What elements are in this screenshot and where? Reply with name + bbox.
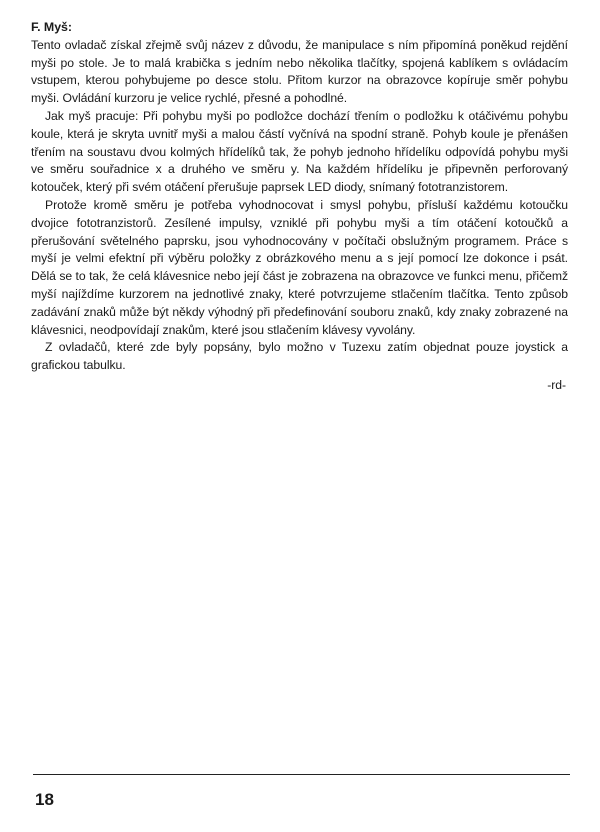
paragraph-tuzex: Z ovladačů, které zde byly popsány, bylo možno v Tuzexu zatím objednat pouze joystick a grafickou tabulku. [31,340,568,373]
article-body [31,19,568,395]
paragraph-intro: Tento ovladač získal zřejmě svůj název z důvodu, že manipulace s ním připomíná poněkud rejdění myši po stole. Je to malá krabička s jedním nebo několika tlačítky, spojená kablíkem s ovládacím vstupem, kterou pohybujeme po desce stolu. Přitom kurzor na obrazovce kopíruje směr pohybu myši. Ovládání kurzoru je velice rychlé, přesné a pohodlné. [31,37,568,106]
paragraph-photo-transistors: Protože kromě směru je potřeba vyhodnocovat i smysl pohybu, přísluší každému kotoučku dvojice fototranzistorů. Zesílené impulsy, vzniklé při pohybu myši a tím otáčení kotoučků a přerušování světelného paprsku, jsou vyhodnocovány v počítači obslužným programem. Práce s myší je velmi efektní při výběru položky z obrázkového menu a s její pomocí lze dokonce i psát. Dělá se to tak, že celá klávesnice nebo její část je zobrazena na obrazovce ve funkci menu, přičemž myší najíždíme kurzorem na jednotlivé znaky, které potvrzujeme stlačením tlačítka. Tento způsob zadávání znaků může být někdy výhodný při předefinování souboru znaků, kdy znaky zobrazené na klávesnici, neodpovídají znakům, které jsou stlačením klávesy vyvolány. [31,197,568,337]
paragraph-how-it-works: Jak myš pracuje: Při pohybu myši po podložce dochází třením o podložku k otáčivému pohybu koule, která je skryta uvnitř myši a malou částí vyčnívá na spodní straně. Pohyb koule je přenášen třením na soustavu dvou kolmých hřídelíků tak, že pohyb jednoho hřídelíku odpovídá pohybu myši ve směru souřadnice x a druhého ve směru y. Na každém hřídelíku je připevněn perforovaný kotouček, který při svém otáčení přerušuje paprsek LED diody, snímaný fototranzistorem. [31,108,568,195]
author-signature: -rd- [547,377,566,392]
page-number: 18 [35,790,54,809]
section-heading: F. Myš: [31,20,72,34]
footer-divider [33,774,570,775]
